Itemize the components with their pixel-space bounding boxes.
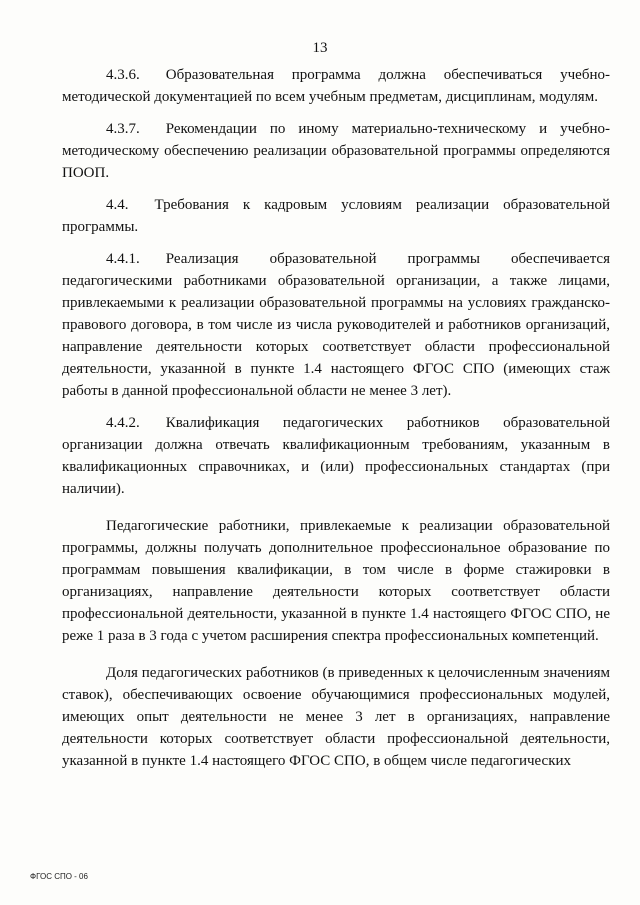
clause-number: 4.4.1. [106, 251, 140, 267]
paragraph-text: Образовательная программа должна обеспечиваться учебно-методической документацией по всем учебным предметам, дисциплинам, модулям. [62, 67, 610, 105]
paragraph-4-3-6 [62, 64, 610, 108]
clause-number: 4.4. [106, 197, 129, 213]
paragraph-4-4 [62, 194, 610, 238]
paragraph-4-4-2 [62, 412, 610, 500]
paragraph-4-4-1 [62, 248, 610, 402]
clause-number: 4.3.6. [106, 67, 140, 83]
paragraph-pedagogical-workers [62, 515, 610, 647]
paragraph-text: Рекомендации по иному материально-техническому и учебно-методическому обеспечению реализации образовательной программы определяются ПООП. [62, 121, 610, 181]
paragraph-text: Требования к кадровым условиям реализации образовательной программы. [62, 197, 610, 235]
paragraph-text: Педагогические работники, привлекаемые к реализации образовательной программы, должны получать дополнительное профессиональное образование по программам повышения квалификации, в том числе в форме стажировки в организациях, направление деятельности которых соответствует области профессиональной деятельности, указанной в пункте 1.4 настоящего ФГОС СПО, не реже 1 раза в 3 года с учетом расширения спектра профессиональных компетенций. [62, 518, 610, 644]
page-number: 13 [312, 40, 328, 56]
paragraph-text: Квалификация педагогических работников образовательной организации должна отвечать квалификационным требованиям, указанным в квалификационных справочниках, и (или) профессиональных стандартах (при наличии). [62, 415, 610, 497]
paragraph-text: Доля педагогических работников (в приведенных к целочисленным значениям ставок), обеспечивающих освоение обучающимися профессиональных модулей, имеющих опыт деятельности не менее 3 лет в организациях, направление деятельности которых соответствует области профессиональной деятельности, указанной в пункте 1.4 настоящего ФГОС СПО, в общем числе педагогических [62, 665, 610, 769]
clause-number: 4.3.7. [106, 121, 140, 137]
clause-number: 4.4.2. [106, 415, 140, 431]
paragraph-4-3-7 [62, 118, 610, 184]
footer-document-code: ФГОС СПО - 06 [30, 872, 88, 881]
paragraph-text: Реализация образовательной программы обеспечивается педагогическими работниками образовательной организации, а также лицами, привлекаемыми к реализации образовательной программы на условиях гражданско-правового договора, в том числе из числа руководителей и работников организаций, направление деятельности которых соответствует области профессиональной деятельности, указанной в пункте 1.4 настоящего ФГОС СПО (имеющих стаж работы в данной профессиональной области не менее 3 лет). [62, 251, 610, 399]
document-body [62, 64, 610, 787]
paragraph-share-of-workers [62, 662, 610, 772]
